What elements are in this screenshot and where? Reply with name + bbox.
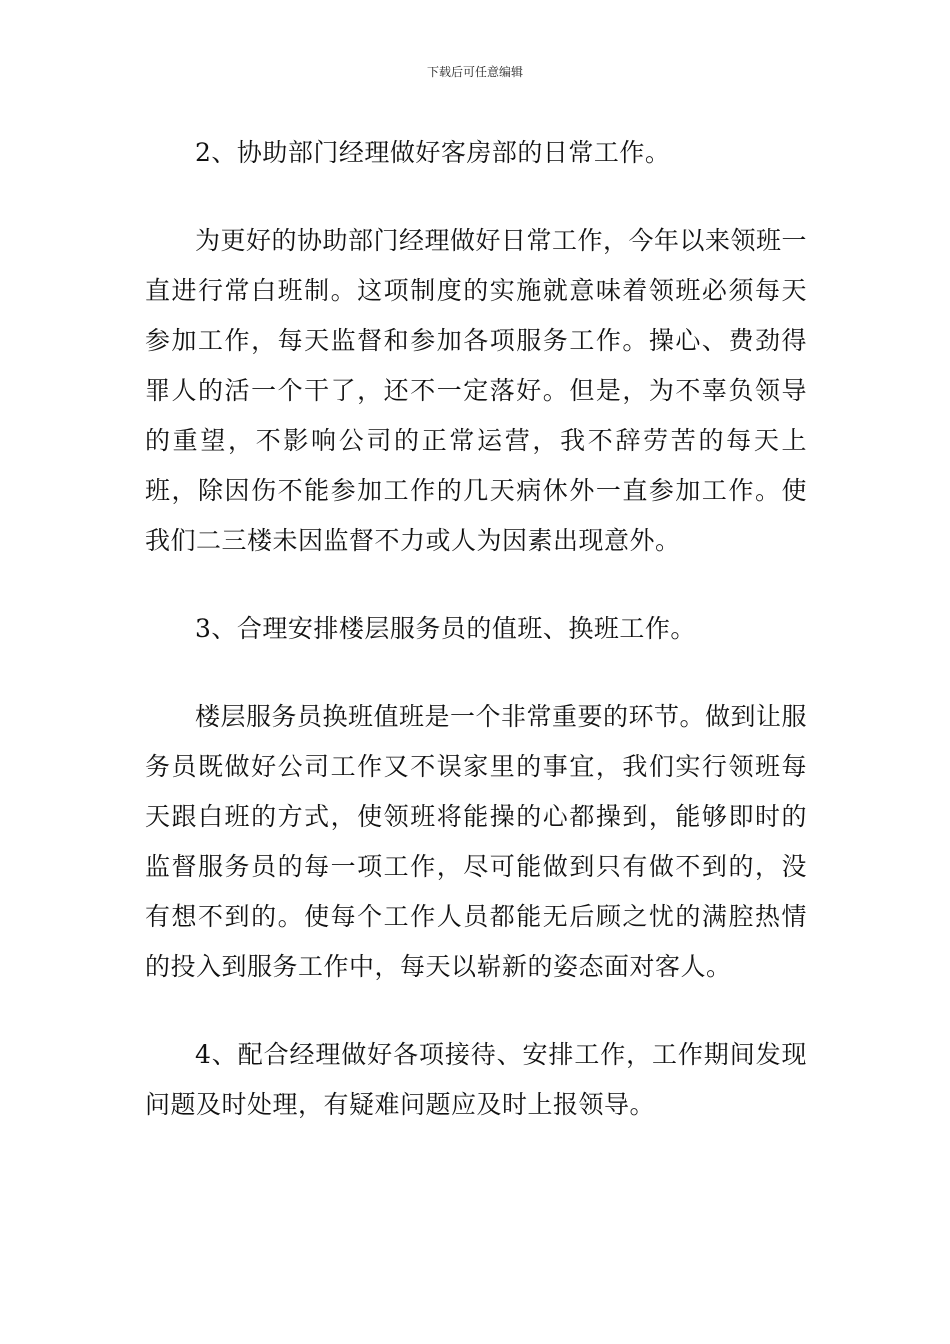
section-2-heading: 2、协助部门经理做好客房部的日常工作。 xyxy=(195,138,671,167)
section-3-heading: 3、合理安排楼层服务员的值班、换班工作。 xyxy=(195,614,696,643)
document-body xyxy=(145,128,807,1130)
section-4-paragraph: 4、配合经理做好各项接待、安排工作，工作期间发现问题及时处理，有疑难问题应及时上报领导。 xyxy=(145,1040,807,1119)
section-2-paragraph: 为更好的协助部门经理做好日常工作，今年以来领班一直进行常白班制。这项制度的实施就意味着领班必须每天参加工作，每天监督和参加各项服务工作。操心、费劲得罪人的活一个干了，还不一定落好。但是，为不辜负领导的重望，不影响公司的正常运营，我不辞劳苦的每天上班，除因伤不能参加工作的几天病休外一直参加工作。使我们二三楼未因监督不力或人为因素出现意外。 xyxy=(145,226,808,555)
page-header: 下载后可任意编辑 xyxy=(426,65,523,79)
section-3-paragraph: 楼层服务员换班值班是一个非常重要的环节。做到让服务员既做好公司工作又不误家里的事宜，我们实行领班每天跟白班的方式，使领班将能操的心都操到，能够即时的监督服务员的每一项工作，尽可能做到只有做不到的，没有想不到的。使每个工作人员都能无后顾之忧的满腔热情的投入到服务工作中，每天以崭新的姿态面对客人。 xyxy=(145,702,808,981)
